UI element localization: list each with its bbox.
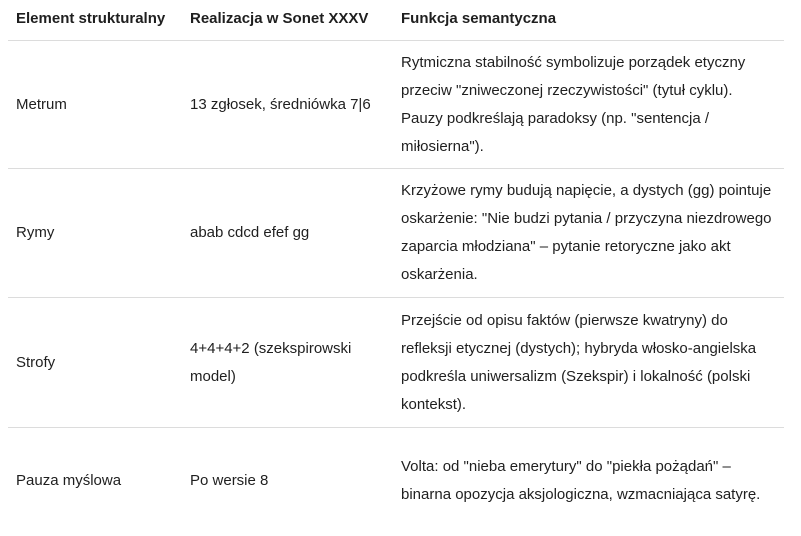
cell-element (8, 41, 182, 168)
cell-element-text: Metrum (16, 95, 67, 113)
cell-element-text: Pauza myślowa (16, 471, 122, 489)
cell-funkcja (393, 41, 784, 168)
cell-element-text: Rymy (16, 224, 55, 241)
header-element-strukturalny: Element strukturalny (16, 10, 166, 27)
cell-funkcja (393, 169, 784, 297)
cell-realizacja (182, 169, 393, 297)
cell-realizacja-text: Po wersie 8 (190, 471, 269, 489)
table-row (8, 41, 784, 169)
header-realizacja: Realizacja w Sonet XXXV (190, 10, 369, 27)
cell-element (8, 428, 182, 533)
cell-realizacja-text: abab cdcd efef gg (190, 224, 310, 241)
cell-funkcja (393, 428, 784, 533)
comparison-table (8, 0, 784, 533)
cell-funkcja-text: Przejście od opisu faktów (pierwsze kwatryny) do refleksji etycznej (dystych); hybryda włosko-angielska podkreśla uniwersalizm (Szekspir) i lokalność (polski kontekst). (401, 311, 757, 413)
table-header-row (8, 0, 784, 41)
cell-funkcja-text: Rytmiczna stabilność symbolizuje porządek etyczny przeciw "zniweczonej rzeczywistości" (tytuł cyklu). Pauzy podkreślają paradoksy (np. "sentencja / miłosierna"). (401, 53, 746, 155)
table-row (8, 298, 784, 428)
cell-funkcja-text: Krzyżowe rymy budują napięcie, a dystych (gg) pointuje oskarżenie: "Nie budzi pytania / przyczyna niezdrowego zaparcia młodziana" – pytanie retoryczne jako akt oskarżenia. (401, 182, 772, 283)
cell-realizacja (182, 41, 393, 168)
cell-funkcja (393, 298, 784, 427)
cell-element-text: Strofy (16, 353, 56, 371)
cell-realizacja-text: 4+4+4+2 (szekspirowski model) (190, 339, 352, 385)
cell-realizacja (182, 298, 393, 427)
cell-element (8, 169, 182, 297)
cell-realizacja-text: 13 zgłosek, średniówka 7|6 (190, 95, 371, 113)
table-row (8, 169, 784, 298)
header-funkcja-semantyczna: Funkcja semantyczna (401, 10, 557, 27)
cell-realizacja (182, 428, 393, 533)
cell-funkcja-text: Volta: od "nieba emerytury" do "piekła pożądań" – binarna opozycja aksjologiczna, wzmacniająca satyrę. (401, 457, 761, 503)
table-row (8, 428, 784, 533)
cell-element (8, 298, 182, 427)
